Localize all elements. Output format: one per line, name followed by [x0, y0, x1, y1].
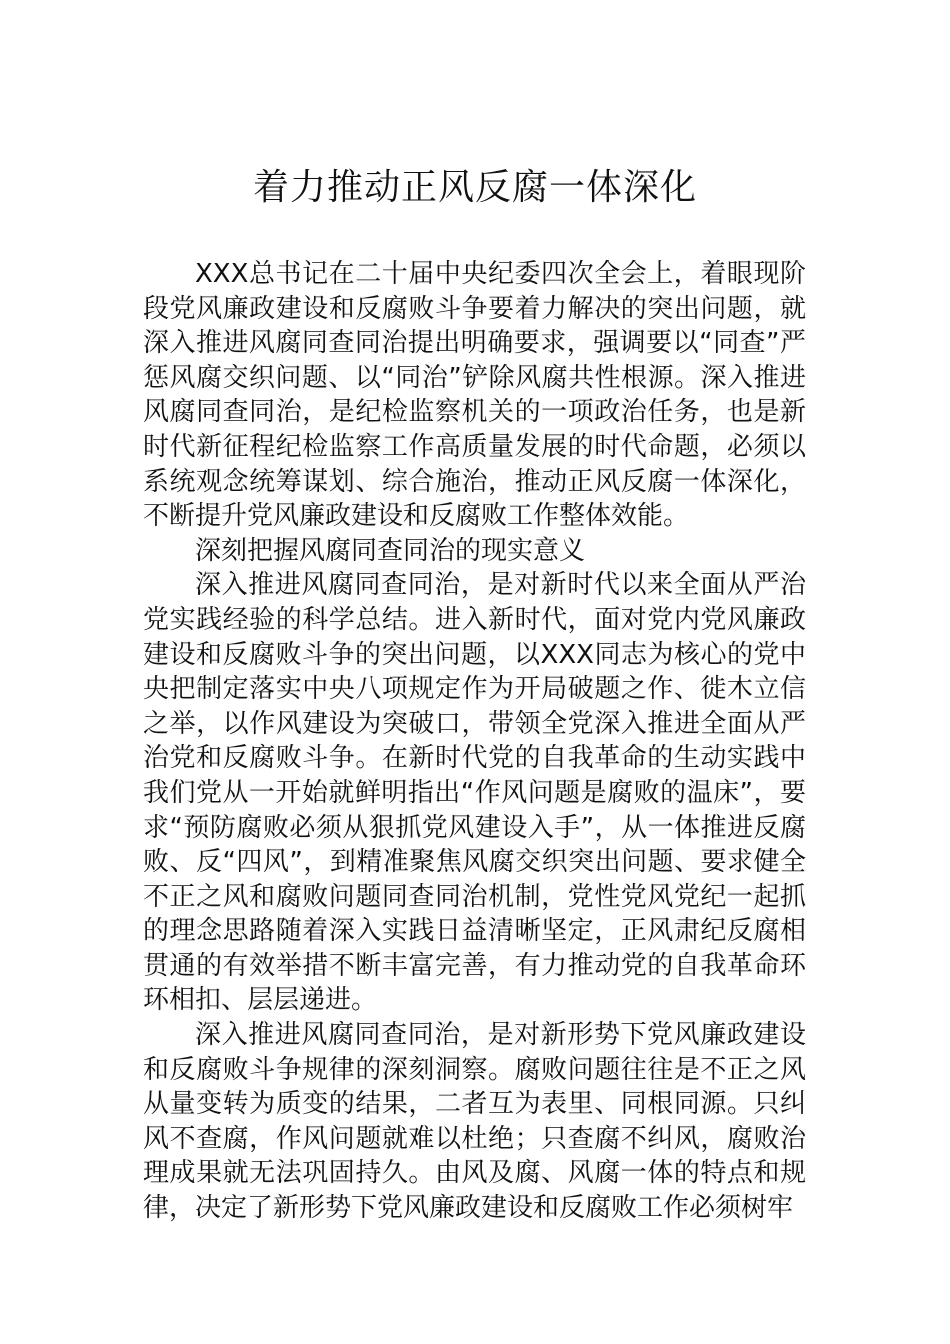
paragraph-insight: 深入推进风腐同查同治，是对新形势下党风廉政建设和反腐败斗争规律的深刻洞察。腐败问题往往是不正之风从量变转为质变的结果，二者互为表里、同根同源。只纠风不查腐，作风问题就难以杜绝；只查腐不纠风，腐败治理成果就无法巩固持久。由风及腐、风腐一体的特点和规律，决定了新形势下党风廉政建设和反腐败工作必须树牢: [143, 1020, 806, 1224]
document-title: 着力推动正风反腐一体深化: [252, 167, 697, 208]
document-body: [143, 257, 806, 1226]
section-heading: 深刻把握风腐同查同治的现实意义: [195, 535, 586, 566]
paragraph-summary: 深入推进风腐同查同治，是对新时代以来全面从严治党实践经验的科学总结。进入新时代，面对党内党风廉政建设和反腐败斗争的突出问题，以XXX同志为核心的党中央把制定落实中央八项规定作为开局破题之作、徙木立信之举，以作风建设为突破口，带领全党深入推进全面从严治党和反腐败斗争。在新时代党的自我革命的生动实践中我们党从一开始就鲜明指出“作风问题是腐败的温床”，要求“预防腐败必须从狠抓党风建设入手”，从一体推进反腐败、反“四风”，到精准聚焦风腐交织突出问题、要求健全不正之风和腐败问题同查同治机制，党性党风党纪一起抓的理念思路随着深入实践日益清晰坚定，正风肃纪反腐相贯通的有效举措不断丰富完善，有力推动党的自我革命环环相扣、层层递进。: [143, 570, 806, 1016]
paragraph-intro: XXX总书记在二十届中央纪委四次全会上，着眼现阶段党风廉政建设和反腐败斗争要着力解决的突出问题，就深入推进风腐同查同治提出明确要求，强调要以“同查”严惩风腐交织问题、以“同治”铲除风腐共性根源。深入推进风腐同查同治，是纪检监察机关的一项政治任务，也是新时代新征程纪检监察工作高质量发展的时代命题，必须以系统观念统筹谋划、综合施治，推动正风反腐一体深化，不断提升党风廉政建设和反腐败工作整体效能。: [143, 259, 806, 532]
